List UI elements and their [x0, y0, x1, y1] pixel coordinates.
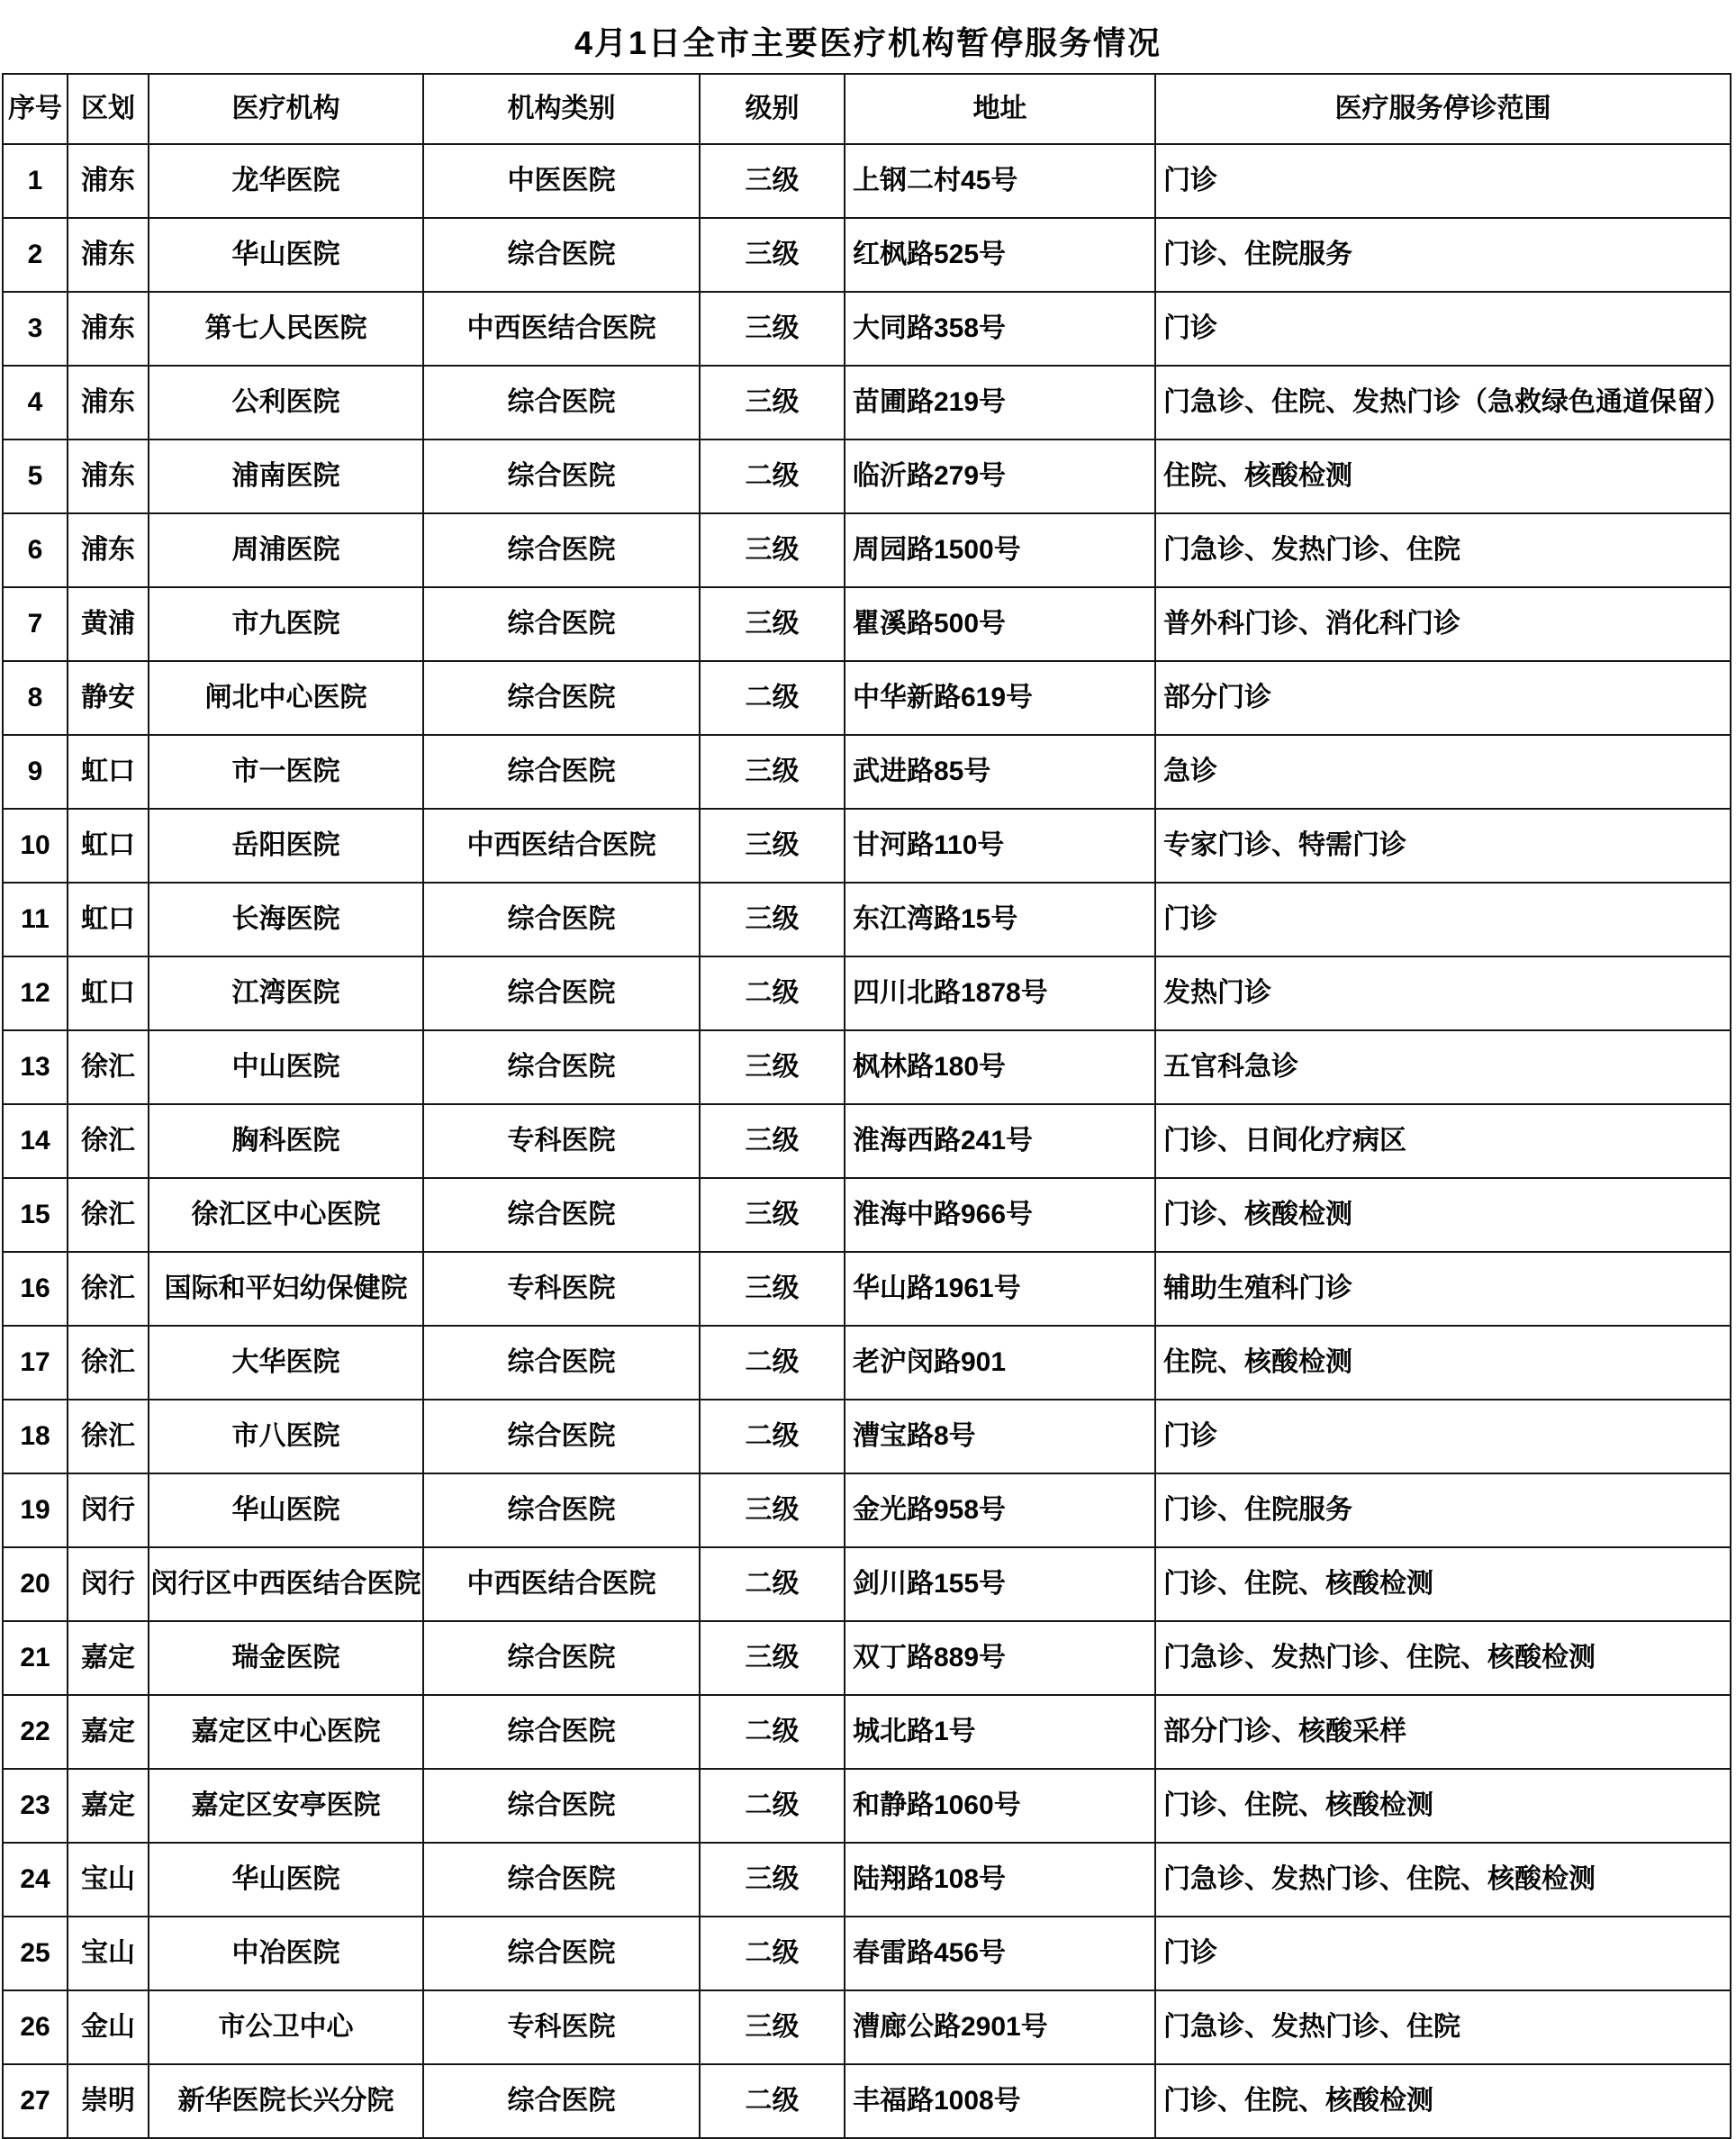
table-cell: 华山医院: [149, 1843, 423, 1917]
table-cell: 枫林路180号: [845, 1030, 1155, 1104]
table-cell: 浦东: [68, 513, 149, 587]
table-cell: 虹口: [68, 809, 149, 883]
table-cell: 综合医院: [423, 366, 700, 440]
table-row: [3, 74, 1731, 144]
table-cell: 综合医院: [423, 1473, 700, 1547]
table-cell: 浦东: [68, 366, 149, 440]
table-cell: 二级: [700, 661, 845, 735]
table-cell: 发热门诊: [1155, 956, 1731, 1030]
table-cell: 21: [3, 1621, 68, 1695]
table-cell: 门诊: [1155, 1400, 1731, 1473]
table-cell: 武进路85号: [845, 735, 1155, 809]
table-cell: 中冶医院: [149, 1917, 423, 1990]
table-cell: 闸北中心医院: [149, 661, 423, 735]
table-cell: 三级: [700, 735, 845, 809]
table-cell: 综合医院: [423, 661, 700, 735]
table-cell: 虹口: [68, 956, 149, 1030]
table-row: [3, 218, 1731, 292]
table-cell: 7: [3, 587, 68, 661]
table-row: [3, 956, 1731, 1030]
table-cell: 周浦医院: [149, 513, 423, 587]
table-cell: 东江湾路15号: [845, 883, 1155, 956]
table-row: [3, 366, 1731, 440]
table-row: [3, 1473, 1731, 1547]
table-cell: 浦东: [68, 440, 149, 513]
table-cell: 门诊、住院、核酸检测: [1155, 1547, 1731, 1621]
table-cell: 市八医院: [149, 1400, 423, 1473]
table-row: [3, 440, 1731, 513]
table-cell: 上钢二村45号: [845, 144, 1155, 218]
table-cell: 部分门诊: [1155, 661, 1731, 735]
table-cell: 综合医院: [423, 735, 700, 809]
table-cell: 4: [3, 366, 68, 440]
table-cell: 漕廊公路2901号: [845, 1990, 1155, 2064]
table-cell: 国际和平妇幼保健院: [149, 1252, 423, 1326]
table-cell: 淮海西路241号: [845, 1104, 1155, 1178]
table-cell: 淮海中路966号: [845, 1178, 1155, 1252]
table-cell: 三级: [700, 587, 845, 661]
table-cell: 瑞金医院: [149, 1621, 423, 1695]
table-row: [3, 1695, 1731, 1769]
table-cell: 综合医院: [423, 1843, 700, 1917]
table-cell: 浦南医院: [149, 440, 423, 513]
page-title: 4月1日全市主要医疗机构暂停服务情况: [574, 24, 1162, 61]
table-cell: 门诊、住院、核酸检测: [1155, 2064, 1731, 2138]
table-cell: 中医医院: [423, 144, 700, 218]
table-cell: 金光路958号: [845, 1473, 1155, 1547]
table-cell: 综合医院: [423, 1400, 700, 1473]
table-cell: 浦东: [68, 292, 149, 366]
table-cell: 27: [3, 2064, 68, 2138]
table-cell: 新华医院长兴分院: [149, 2064, 423, 2138]
table-cell: 15: [3, 1178, 68, 1252]
table-cell: 临沂路279号: [845, 440, 1155, 513]
table-cell: 和静路1060号: [845, 1769, 1155, 1843]
column-header-3: 机构类别: [423, 74, 700, 144]
table-cell: 三级: [700, 144, 845, 218]
table-cell: 徐汇: [68, 1252, 149, 1326]
table-cell: 中华新路619号: [845, 661, 1155, 735]
table-cell: 三级: [700, 1178, 845, 1252]
table-cell: 综合医院: [423, 218, 700, 292]
table-row: [3, 1917, 1731, 1990]
table-cell: 市九医院: [149, 587, 423, 661]
table-cell: 五官科急诊: [1155, 1030, 1731, 1104]
table-cell: 综合医院: [423, 1030, 700, 1104]
table-cell: 门诊、核酸检测: [1155, 1178, 1731, 1252]
table-cell: 周园路1500号: [845, 513, 1155, 587]
table-cell: 大同路358号: [845, 292, 1155, 366]
table-cell: 虹口: [68, 735, 149, 809]
table-cell: 苗圃路219号: [845, 366, 1155, 440]
table-cell: 3: [3, 292, 68, 366]
table-cell: 三级: [700, 366, 845, 440]
table-cell: 门诊: [1155, 144, 1731, 218]
table-cell: 综合医院: [423, 1326, 700, 1400]
table-cell: 13: [3, 1030, 68, 1104]
suspension-table: [2, 73, 1731, 2139]
table-cell: 专科医院: [423, 1252, 700, 1326]
table-cell: 三级: [700, 1473, 845, 1547]
table-cell: 11: [3, 883, 68, 956]
table-cell: 嘉定: [68, 1621, 149, 1695]
table-cell: 大华医院: [149, 1326, 423, 1400]
table-cell: 19: [3, 1473, 68, 1547]
table-row: [3, 1843, 1731, 1917]
table-cell: 16: [3, 1252, 68, 1326]
table-cell: 宝山: [68, 1917, 149, 1990]
table-cell: 二级: [700, 440, 845, 513]
table-cell: 三级: [700, 1104, 845, 1178]
table-cell: 14: [3, 1104, 68, 1178]
table-cell: 三级: [700, 1990, 845, 2064]
table-cell: 二级: [700, 1400, 845, 1473]
table-cell: 急诊: [1155, 735, 1731, 809]
table-cell: 综合医院: [423, 513, 700, 587]
column-header-5: 地址: [845, 74, 1155, 144]
table-cell: 徐汇: [68, 1030, 149, 1104]
table-cell: 20: [3, 1547, 68, 1621]
table-cell: 市一医院: [149, 735, 423, 809]
table-row: [3, 1769, 1731, 1843]
table-cell: 龙华医院: [149, 144, 423, 218]
table-cell: 门诊、住院服务: [1155, 1473, 1731, 1547]
table-cell: 剑川路155号: [845, 1547, 1155, 1621]
table-row: [3, 2064, 1731, 2138]
table-cell: 三级: [700, 513, 845, 587]
table-row: [3, 292, 1731, 366]
table-row: [3, 1326, 1731, 1400]
table-cell: 专科医院: [423, 1104, 700, 1178]
table-cell: 甘河路110号: [845, 809, 1155, 883]
table-cell: 辅助生殖科门诊: [1155, 1252, 1731, 1326]
table-cell: 徐汇区中心医院: [149, 1178, 423, 1252]
table-cell: 徐汇: [68, 1178, 149, 1252]
table-cell: 17: [3, 1326, 68, 1400]
table-cell: 综合医院: [423, 587, 700, 661]
table-cell: 崇明: [68, 2064, 149, 2138]
table-cell: 1: [3, 144, 68, 218]
table-row: [3, 1252, 1731, 1326]
table-cell: 漕宝路8号: [845, 1400, 1155, 1473]
table-cell: 二级: [700, 1326, 845, 1400]
table-cell: 金山: [68, 1990, 149, 2064]
table-cell: 门诊: [1155, 1917, 1731, 1990]
table-cell: 综合医院: [423, 2064, 700, 2138]
table-cell: 公利医院: [149, 366, 423, 440]
table-row: [3, 809, 1731, 883]
table-cell: 24: [3, 1843, 68, 1917]
table-cell: 专科医院: [423, 1990, 700, 2064]
table-row: [3, 1030, 1731, 1104]
table-row: [3, 1621, 1731, 1695]
table-cell: 三级: [700, 1030, 845, 1104]
table-cell: 中西医结合医院: [423, 292, 700, 366]
table-cell: 二级: [700, 2064, 845, 2138]
table-cell: 综合医院: [423, 1695, 700, 1769]
table-row: [3, 587, 1731, 661]
table-cell: 8: [3, 661, 68, 735]
table-cell: 10: [3, 809, 68, 883]
table-cell: 住院、核酸检测: [1155, 1326, 1731, 1400]
table-cell: 6: [3, 513, 68, 587]
table-cell: 住院、核酸检测: [1155, 440, 1731, 513]
table-cell: 瞿溪路500号: [845, 587, 1155, 661]
table-row: [3, 735, 1731, 809]
table-cell: 老沪闵路901: [845, 1326, 1155, 1400]
table-row: [3, 1178, 1731, 1252]
table-cell: 三级: [700, 1252, 845, 1326]
table-cell: 三级: [700, 809, 845, 883]
table-cell: 浦东: [68, 144, 149, 218]
table-cell: 华山医院: [149, 1473, 423, 1547]
table-cell: 2: [3, 218, 68, 292]
table-cell: 门急诊、发热门诊、住院、核酸检测: [1155, 1621, 1731, 1695]
table-cell: 三级: [700, 1621, 845, 1695]
table-cell: 丰福路1008号: [845, 2064, 1155, 2138]
table-cell: 陆翔路108号: [845, 1843, 1155, 1917]
table-cell: 嘉定: [68, 1695, 149, 1769]
table-cell: 市公卫中心: [149, 1990, 423, 2064]
table-row: [3, 513, 1731, 587]
table-cell: 综合医院: [423, 956, 700, 1030]
table-row: [3, 144, 1731, 218]
table-cell: 四川北路1878号: [845, 956, 1155, 1030]
table-cell: 中西医结合医院: [423, 1547, 700, 1621]
table-cell: 二级: [700, 1769, 845, 1843]
table-cell: 18: [3, 1400, 68, 1473]
table-cell: 25: [3, 1917, 68, 1990]
table-cell: 中西医结合医院: [423, 809, 700, 883]
table-cell: 岳阳医院: [149, 809, 423, 883]
table-row: [3, 661, 1731, 735]
table-cell: 二级: [700, 956, 845, 1030]
table-cell: 闵行区中西医结合医院: [149, 1547, 423, 1621]
table-cell: 长海医院: [149, 883, 423, 956]
table-cell: 闵行: [68, 1473, 149, 1547]
table-cell: 部分门诊、核酸采样: [1155, 1695, 1731, 1769]
column-header-2: 医疗机构: [149, 74, 423, 144]
table-cell: 专家门诊、特需门诊: [1155, 809, 1731, 883]
table-cell: 黄浦: [68, 587, 149, 661]
table-cell: 门诊: [1155, 292, 1731, 366]
table-cell: 嘉定区安亭医院: [149, 1769, 423, 1843]
table-cell: 华山路1961号: [845, 1252, 1155, 1326]
table-cell: 门诊、日间化疗病区: [1155, 1104, 1731, 1178]
table-cell: 城北路1号: [845, 1695, 1155, 1769]
table-cell: 门诊、住院服务: [1155, 218, 1731, 292]
table-cell: 春雷路456号: [845, 1917, 1155, 1990]
table-row: [3, 1547, 1731, 1621]
table-cell: 综合医院: [423, 1917, 700, 1990]
table-cell: 第七人民医院: [149, 292, 423, 366]
table-row: [3, 883, 1731, 956]
column-header-0: 序号: [3, 74, 68, 144]
column-header-1: 区划: [68, 74, 149, 144]
table-cell: 闵行: [68, 1547, 149, 1621]
table-cell: 红枫路525号: [845, 218, 1155, 292]
table-cell: 江湾医院: [149, 956, 423, 1030]
table-cell: 普外科门诊、消化科门诊: [1155, 587, 1731, 661]
table-cell: 综合医院: [423, 1769, 700, 1843]
table-cell: 三级: [700, 292, 845, 366]
column-header-4: 级别: [700, 74, 845, 144]
table-cell: 门急诊、发热门诊、住院: [1155, 1990, 1731, 2064]
table-cell: 三级: [700, 883, 845, 956]
table-row: [3, 1400, 1731, 1473]
table-cell: 二级: [700, 1547, 845, 1621]
table-cell: 徐汇: [68, 1326, 149, 1400]
table-body: [3, 144, 1731, 2138]
table-cell: 12: [3, 956, 68, 1030]
table-cell: 综合医院: [423, 1621, 700, 1695]
table-cell: 浦东: [68, 218, 149, 292]
table-cell: 22: [3, 1695, 68, 1769]
table-cell: 门诊: [1155, 883, 1731, 956]
table-cell: 虹口: [68, 883, 149, 956]
title-bar: [0, 0, 1736, 73]
table-cell: 嘉定: [68, 1769, 149, 1843]
table-cell: 徐汇: [68, 1104, 149, 1178]
table-row: [3, 1990, 1731, 2064]
table-cell: 门急诊、发热门诊、住院: [1155, 513, 1731, 587]
table-cell: 三级: [700, 1843, 845, 1917]
table-row: [3, 1104, 1731, 1178]
table-cell: 二级: [700, 1917, 845, 1990]
table-cell: 综合医院: [423, 883, 700, 956]
table-header-row: [3, 74, 1731, 144]
table-cell: 二级: [700, 1695, 845, 1769]
table-cell: 综合医院: [423, 440, 700, 513]
table-cell: 三级: [700, 218, 845, 292]
table-cell: 华山医院: [149, 218, 423, 292]
table-cell: 嘉定区中心医院: [149, 1695, 423, 1769]
table-cell: 9: [3, 735, 68, 809]
table-cell: 徐汇: [68, 1400, 149, 1473]
table-cell: 静安: [68, 661, 149, 735]
table-cell: 胸科医院: [149, 1104, 423, 1178]
column-header-6: 医疗服务停诊范围: [1155, 74, 1731, 144]
table-cell: 门诊、住院、核酸检测: [1155, 1769, 1731, 1843]
table-cell: 23: [3, 1769, 68, 1843]
table-cell: 26: [3, 1990, 68, 2064]
table-cell: 综合医院: [423, 1178, 700, 1252]
table-cell: 5: [3, 440, 68, 513]
table-cell: 中山医院: [149, 1030, 423, 1104]
table-cell: 门急诊、发热门诊、住院、核酸检测: [1155, 1843, 1731, 1917]
table-cell: 门急诊、住院、发热门诊（急救绿色通道保留）: [1155, 366, 1731, 440]
table-cell: 双丁路889号: [845, 1621, 1155, 1695]
table-cell: 宝山: [68, 1843, 149, 1917]
